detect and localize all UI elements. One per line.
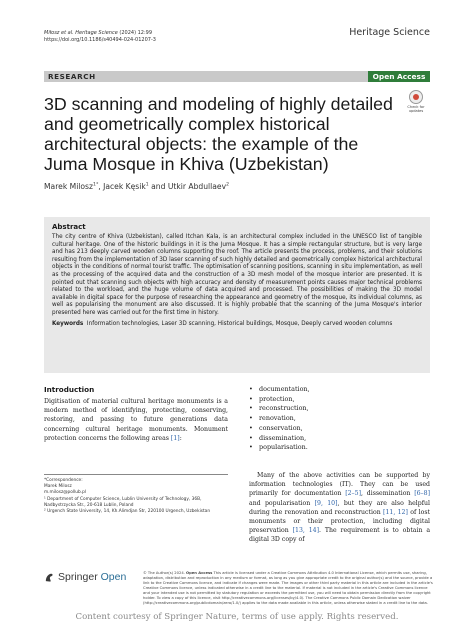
journal-name: Heritage Science [349,27,430,38]
keywords-text: Information technologies, Laser 3D scanning, Historical buildings, Mosque, Deeply carved wooden columns [86,320,393,327]
citation-link[interactable]: [6–8] [414,490,430,498]
courtesy-watermark: Content courtesy of Springer Nature, terms of use apply. Rights reserved. [75,612,399,622]
author-affiliation-marker: 2 [226,182,230,188]
list-item: • conservation, [249,424,430,434]
springer-word: Springer [58,571,98,583]
open-access-badge: Open Access [368,71,430,82]
introduction-paragraph [44,397,228,443]
left-column [44,385,228,443]
paragraph-text: , but they are also helpful during the renovation and reconstruction [249,499,430,516]
paragraph-text: . The requirement is to obtain a digital 3D copy of [249,527,431,544]
paragraph-text: , dissemination [361,490,415,498]
header-doi-link[interactable]: https://doi.org/10.1186/s40494-024-01207-3 [44,37,156,43]
open-word: Open [100,571,127,583]
author-affiliation-marker: 1 [145,182,149,188]
author-name[interactable]: Jacek Kęsik [103,182,146,191]
running-header-citation [44,30,156,44]
article-type-label: RESEARCH [48,72,96,81]
copyright-text: © The Author(s) 2024. [143,571,185,575]
affiliation-2: ² Urgench State University, 14, Kh.Alimdjan Str, 220100 Urgench, Uzbekistan [44,509,211,515]
paragraph-text: Many of the above activities can be supported by information technologies (IT). They can be used primarily for documentation [249,471,430,498]
article-title: 3D scanning and modeling of highly detailed and geometrically complex historical architectural objects: the example of the Juma Mosque in Khiva (Uzbekistan) [44,94,393,174]
affiliation-1: ¹ Department of Computer Science, Lublin University of Technology, 36B, Nadbystrzycka Str., 20-618 Lublin, Poland [44,496,202,508]
correspondence-footnote [44,474,228,515]
citation-link[interactable]: [2–5] [345,490,361,498]
check-for-updates-button[interactable] [404,90,428,116]
check-for-updates-icon [409,90,423,104]
abstract-heading: Abstract [52,223,86,231]
list-item: • dissemination, [249,434,430,444]
introduction-end: : [179,434,182,442]
list-item: • reconstruction, [249,404,430,414]
license-open-access-label: Open Access [186,571,213,575]
author-list: Marek Milosz$^{1*}$, Jacek Kęsik$^1$ and Utkir Abdullaev$^2$ [44,182,230,191]
author-name[interactable]: Marek Milosz [44,182,94,191]
license-text: This article is licensed under a Creative Commons Attribution 4.0 International License, which permits use, sharing, adaptation, distribution and reproduction in any medium or format, as long as you give appropriate credit to the original author(s) and the source, provide a link to the Creative Commons licence, and indicate if changes were made. The images or other third party material in this article are included in the article's Creative Commons licence, unless indicated otherwise in a credit line to the material. If material is not included in the article's Creative Commons licence and your intended use is not permitted by statutory regulation or exceeds the permitted use, you will need to obtain permission directly from the copyright holder. To view a copy of this licence, visit http://creativecommons.org/licenses/by/4.0/. The Creative Commons Public Domain Dedication waiver (http://creativecommons.org/publicdomain/zero/1.0/) applies to the data made available in this article, unless otherwise stated in a credit line to the data. [143,571,433,605]
abstract-text: The city centre of Khiva (Uzbekistan), called Itchan Kala, is an architectural complex included in the UNESCO list of tangible cultural heritage. One of the historic buildings in it is the Juma Mosque. It has a simple rectangular structure, but is very large and has 213 deeply carved wooden columns supporting the roof. The article presents the process, problems, and their solutions resulting from the implementation of 3D laser scanning of such highly detailed and geometrically complex historical architectural objects in the conditions of normal tourist traffic. The optimisation of scanning positions, scanning in situ implementation, as well as the processing of the acquired data and the construction of a 3D mesh model of the mosque interior are presented. It is pointed out that scanning such objects with high accuracy and density of measurement points causes major technical problems related to the workload, and the huge volume of data acquired and processed. The possibilities of making the 3D model available in digital space for the purpose of researching the appearance and geometry of the mosque, its individual columns, as well as popularising the monument are also discussed. It is highly probable that the scanning of the Juma Mosque's interior presented here was carried out for the first time in history. [52,234,422,316]
introduction-heading: Introduction [44,385,95,394]
springer-horse-icon [44,572,55,583]
abstract-box [44,217,430,373]
introduction-text: Digitisation of material cultural heritage monuments is a modern method of identifying, protecting, conserving, restoring, and passing to future generations data concerning cultural heritage monuments. Monument protection concerns the following areas [44,398,228,442]
author-name[interactable]: Utkir Abdullaev [167,182,227,191]
header-journal-citation: Miłosz et al. Heritage Science [44,30,118,36]
citation-link[interactable]: [1] [170,434,180,442]
citation-link[interactable]: [9, 10] [314,499,338,507]
springer-wordmark [58,571,126,583]
it-support-paragraph [249,471,430,545]
header-year-volume: (2024) 12:99 [119,30,153,36]
paragraph-text: and popularisation [249,499,315,507]
list-item: • renovation, [249,414,430,424]
list-item: • documentation, [249,385,430,395]
check-for-updates-label: Check for updates [407,105,425,114]
list-item: • popularisation. [249,443,430,453]
citation-link[interactable]: [13, 14] [292,527,320,535]
protection-areas-list [249,385,430,453]
article-type-bar [44,71,430,82]
correspondence-name: Marek Milosz [44,484,72,490]
right-column [249,385,430,545]
paragraph-text: of lost monuments or their protection, including digital preservation [249,508,430,535]
correspondence-email[interactable]: m.milosz@pollub.pl [44,490,87,496]
citation-link[interactable]: [11, 12] [383,508,408,516]
correspondence-label: *Correspondence: [44,478,83,483]
author-affiliation-marker: 1* [93,182,99,188]
keywords [52,321,422,329]
license-notice [143,571,433,606]
keywords-label: Keywords [52,320,84,327]
springer-open-logo [44,571,139,585]
list-item: • protection, [249,395,430,405]
